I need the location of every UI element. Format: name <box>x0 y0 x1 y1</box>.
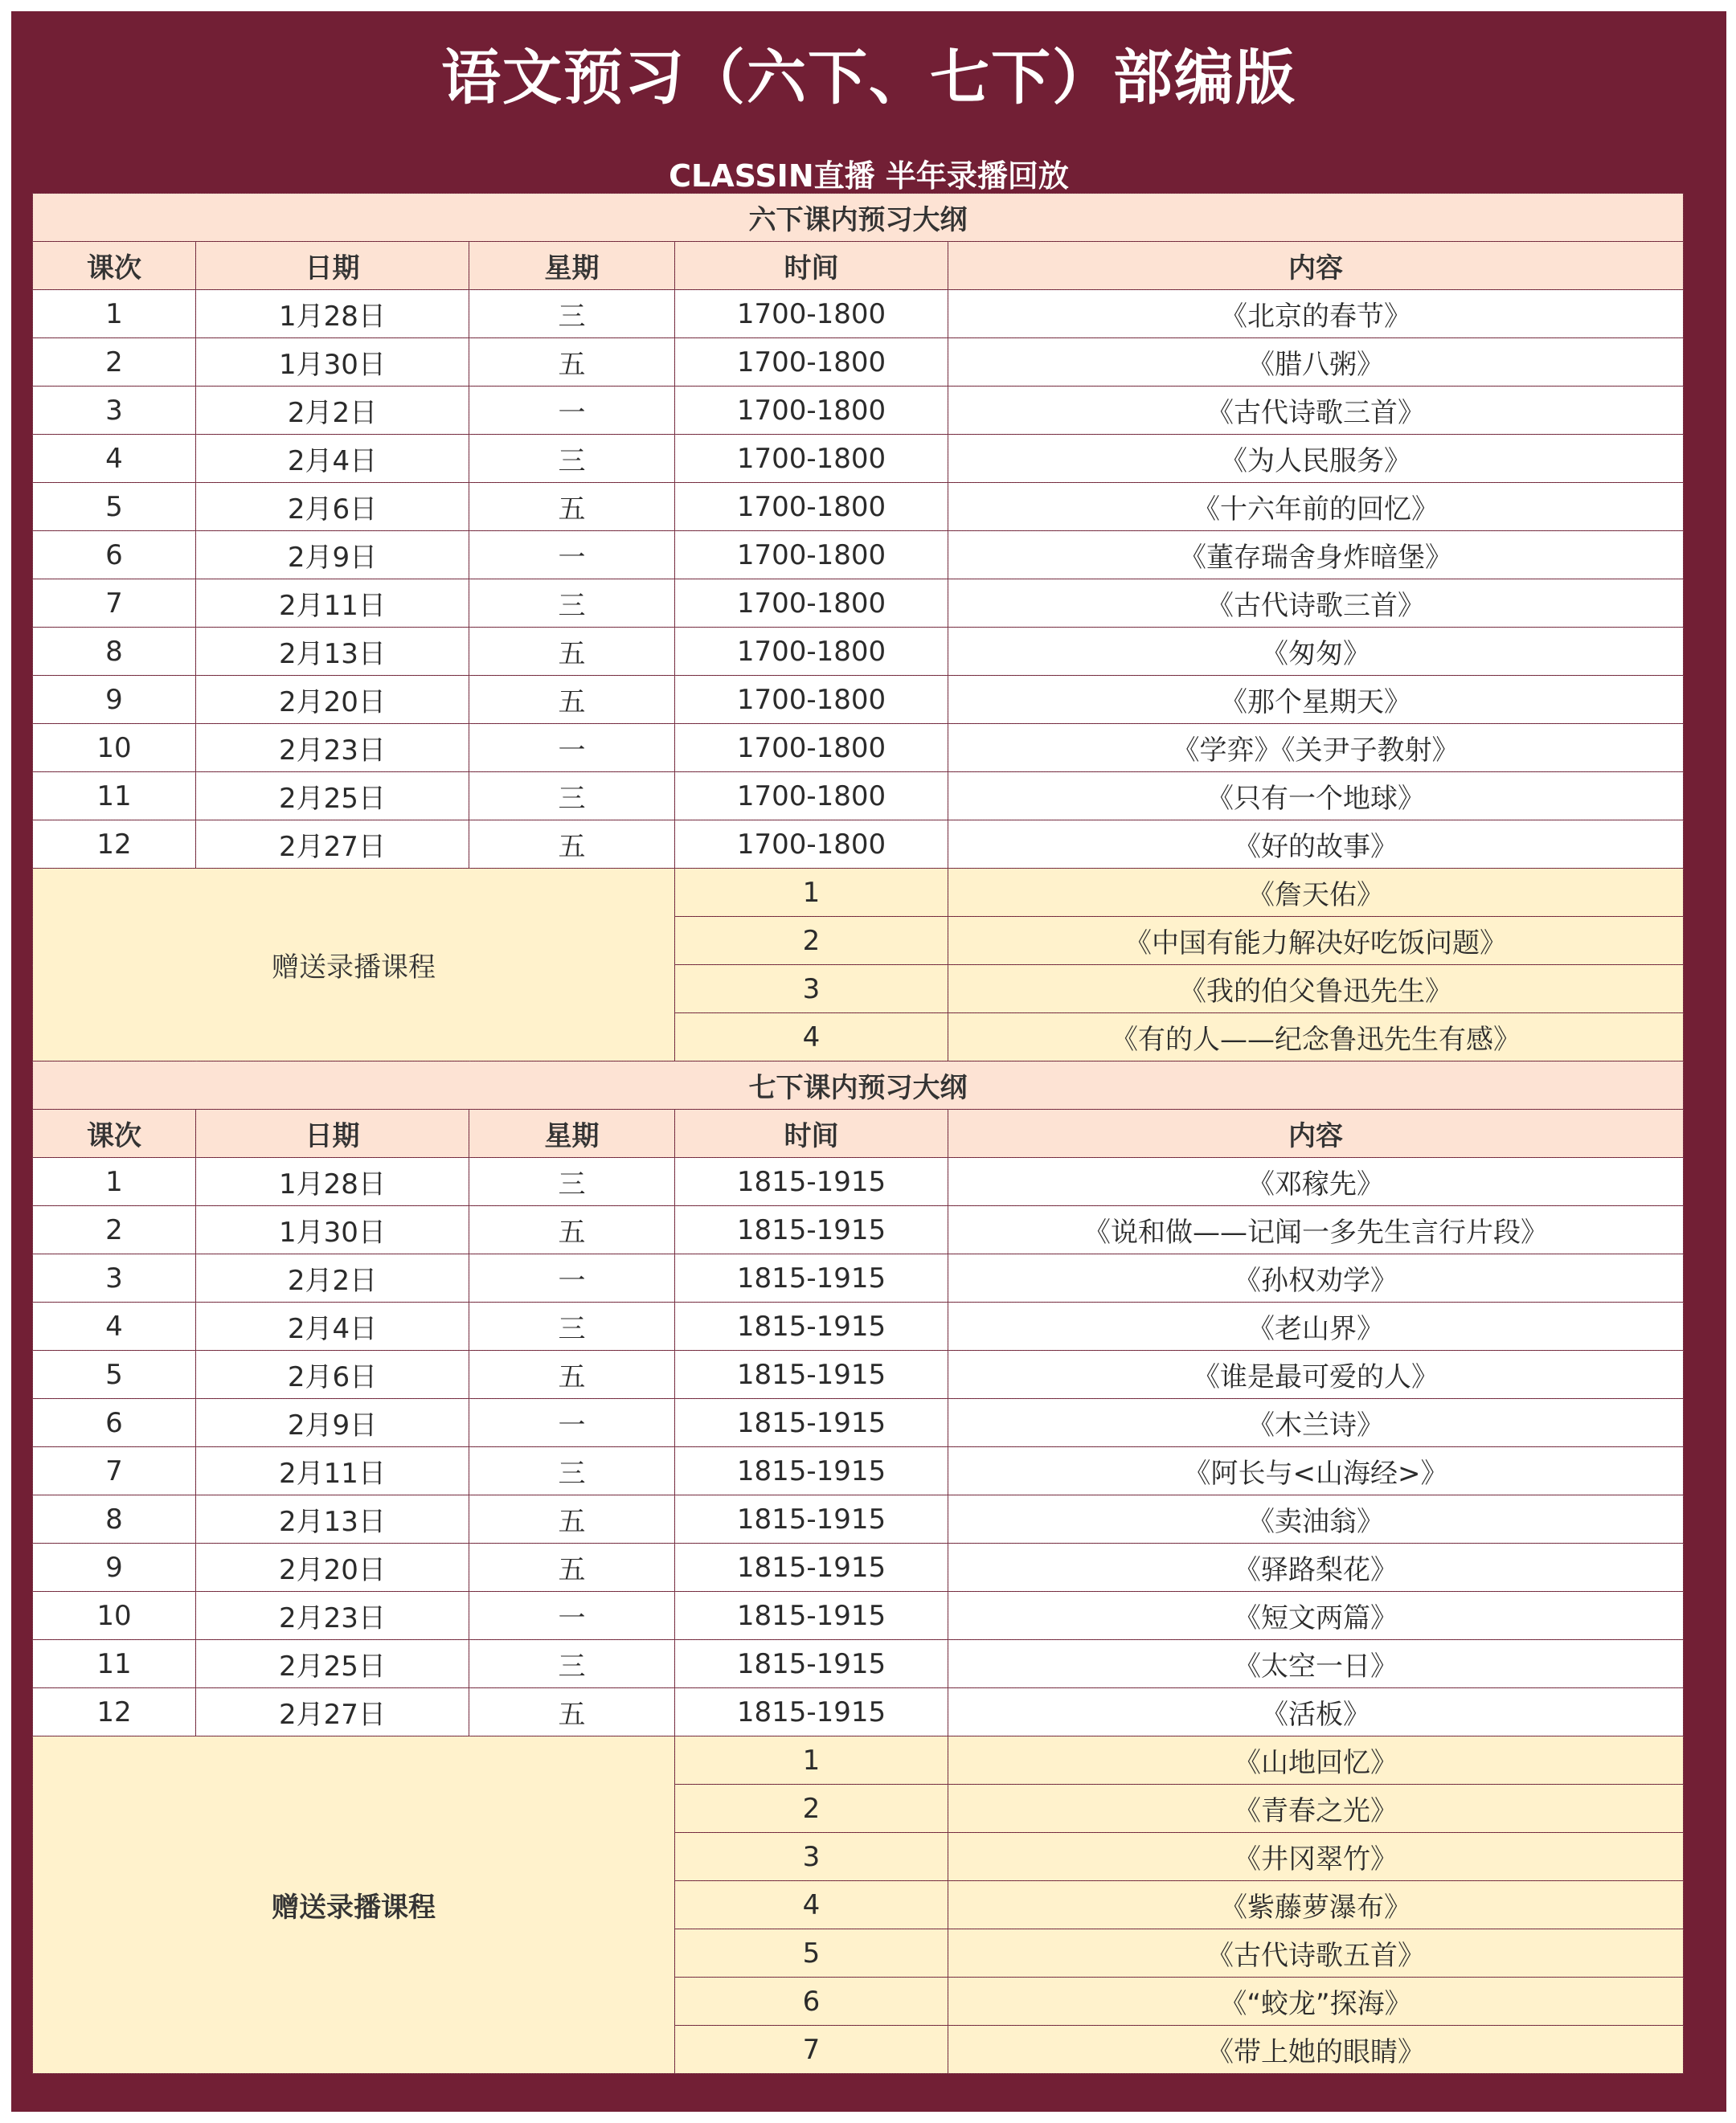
section-title: 七下课内预习大纲 <box>33 1062 1684 1110</box>
bonus-content: 《“蛟龙”探海》 <box>948 1978 1684 2026</box>
lesson-number: 5 <box>33 483 196 531</box>
bonus-number: 3 <box>675 1833 948 1881</box>
table-row <box>33 772 1684 820</box>
lesson-date: 2月2日 <box>196 387 469 435</box>
lesson-number: 6 <box>33 1399 196 1447</box>
lesson-time: 1700-1800 <box>675 435 948 483</box>
lesson-number: 12 <box>33 1688 196 1736</box>
lesson-date: 2月27日 <box>196 820 469 869</box>
lesson-time: 1700-1800 <box>675 290 948 338</box>
lesson-date: 2月25日 <box>196 1640 469 1688</box>
lesson-number: 1 <box>33 290 196 338</box>
lesson-weekday: 三 <box>469 772 675 820</box>
bonus-number: 4 <box>675 1881 948 1929</box>
lesson-number: 11 <box>33 1640 196 1688</box>
lesson-number: 9 <box>33 1544 196 1592</box>
lesson-weekday: 五 <box>469 628 675 676</box>
lesson-time: 1815-1915 <box>675 1688 948 1736</box>
lesson-content: 《邓稼先》 <box>948 1158 1684 1206</box>
lesson-number: 3 <box>33 387 196 435</box>
table-row <box>33 290 1684 338</box>
column-header: 星期 <box>469 242 675 290</box>
lesson-date: 2月23日 <box>196 724 469 772</box>
bonus-content: 《青春之光》 <box>948 1785 1684 1833</box>
bonus-number: 4 <box>675 1013 948 1062</box>
lesson-content: 《活板》 <box>948 1688 1684 1736</box>
table-row <box>33 579 1684 628</box>
lesson-content: 《那个星期天》 <box>948 676 1684 724</box>
lesson-number: 5 <box>33 1351 196 1399</box>
lesson-content: 《驿路梨花》 <box>948 1544 1684 1592</box>
lesson-date: 2月9日 <box>196 531 469 579</box>
bonus-content: 《井冈翠竹》 <box>948 1833 1684 1881</box>
table-row <box>33 435 1684 483</box>
lesson-time: 1815-1915 <box>675 1399 948 1447</box>
lesson-weekday: 五 <box>469 1206 675 1254</box>
lesson-content: 《匆匆》 <box>948 628 1684 676</box>
lesson-number: 10 <box>33 1592 196 1640</box>
section-title: 六下课内预习大纲 <box>33 194 1684 242</box>
lesson-weekday: 五 <box>469 1495 675 1544</box>
lesson-weekday: 五 <box>469 1688 675 1736</box>
table-row <box>33 1495 1684 1544</box>
lesson-time: 1700-1800 <box>675 579 948 628</box>
lesson-number: 3 <box>33 1254 196 1303</box>
table-row <box>33 1447 1684 1495</box>
lesson-content: 《谁是最可爱的人》 <box>948 1351 1684 1399</box>
table-row <box>33 1399 1684 1447</box>
lesson-weekday: 三 <box>469 1158 675 1206</box>
lesson-content: 《孙权劝学》 <box>948 1254 1684 1303</box>
lesson-time: 1700-1800 <box>675 387 948 435</box>
table-row <box>33 1544 1684 1592</box>
lesson-date: 1月30日 <box>196 1206 469 1254</box>
lesson-number: 4 <box>33 435 196 483</box>
lesson-weekday: 一 <box>469 724 675 772</box>
lesson-number: 4 <box>33 1303 196 1351</box>
table-row <box>33 724 1684 772</box>
lesson-number: 9 <box>33 676 196 724</box>
lesson-weekday: 五 <box>469 483 675 531</box>
column-header: 星期 <box>469 1110 675 1158</box>
bonus-content: 《詹天佑》 <box>948 869 1684 917</box>
lesson-time: 1700-1800 <box>675 676 948 724</box>
lesson-weekday: 五 <box>469 1544 675 1592</box>
lesson-number: 1 <box>33 1158 196 1206</box>
column-header: 内容 <box>948 242 1684 290</box>
lesson-date: 2月6日 <box>196 1351 469 1399</box>
column-header: 日期 <box>196 1110 469 1158</box>
lesson-content: 《木兰诗》 <box>948 1399 1684 1447</box>
lesson-content: 《为人民服务》 <box>948 435 1684 483</box>
lesson-date: 2月9日 <box>196 1399 469 1447</box>
bonus-number: 7 <box>675 2026 948 2074</box>
lesson-date: 1月30日 <box>196 338 469 387</box>
lesson-content: 《古代诗歌三首》 <box>948 579 1684 628</box>
lesson-content: 《北京的春节》 <box>948 290 1684 338</box>
bonus-row <box>33 869 1684 917</box>
lesson-date: 2月6日 <box>196 483 469 531</box>
table-row <box>33 1592 1684 1640</box>
lesson-number: 6 <box>33 531 196 579</box>
lesson-content: 《只有一个地球》 <box>948 772 1684 820</box>
table-row <box>33 483 1684 531</box>
lesson-content: 《学弈》《关尹子教射》 <box>948 724 1684 772</box>
lesson-date: 2月4日 <box>196 435 469 483</box>
lesson-content: 《太空一日》 <box>948 1640 1684 1688</box>
lesson-content: 《阿长与<山海经>》 <box>948 1447 1684 1495</box>
lesson-weekday: 三 <box>469 1303 675 1351</box>
bonus-number: 6 <box>675 1978 948 2026</box>
lesson-time: 1700-1800 <box>675 483 948 531</box>
schedule-table <box>32 193 1684 2074</box>
table-row <box>33 1206 1684 1254</box>
bonus-content: 《有的人——纪念鲁迅先生有感》 <box>948 1013 1684 1062</box>
lesson-time: 1815-1915 <box>675 1447 948 1495</box>
column-header: 时间 <box>675 1110 948 1158</box>
lesson-weekday: 一 <box>469 387 675 435</box>
lesson-weekday: 五 <box>469 338 675 387</box>
lesson-time: 1815-1915 <box>675 1640 948 1688</box>
column-header-row <box>33 1110 1684 1158</box>
table-row <box>33 1254 1684 1303</box>
bonus-number: 2 <box>675 917 948 965</box>
lesson-date: 2月13日 <box>196 628 469 676</box>
lesson-content: 《卖油翁》 <box>948 1495 1684 1544</box>
lesson-time: 1815-1915 <box>675 1303 948 1351</box>
lesson-date: 2月20日 <box>196 676 469 724</box>
lesson-time: 1815-1915 <box>675 1544 948 1592</box>
lesson-number: 7 <box>33 1447 196 1495</box>
lesson-weekday: 一 <box>469 1592 675 1640</box>
lesson-time: 1815-1915 <box>675 1158 948 1206</box>
table-row <box>33 676 1684 724</box>
bonus-row <box>33 1736 1684 1785</box>
lesson-date: 2月20日 <box>196 1544 469 1592</box>
table-row <box>33 1688 1684 1736</box>
bonus-number: 1 <box>675 1736 948 1785</box>
lesson-weekday: 三 <box>469 579 675 628</box>
column-header: 课次 <box>33 242 196 290</box>
lesson-time: 1815-1915 <box>675 1206 948 1254</box>
table-row <box>33 628 1684 676</box>
lesson-date: 2月2日 <box>196 1254 469 1303</box>
lesson-number: 12 <box>33 820 196 869</box>
lesson-content: 《董存瑞舍身炸暗堡》 <box>948 531 1684 579</box>
lesson-weekday: 一 <box>469 531 675 579</box>
bonus-content: 《我的伯父鲁迅先生》 <box>948 965 1684 1013</box>
lesson-weekday: 三 <box>469 435 675 483</box>
lesson-number: 8 <box>33 1495 196 1544</box>
lesson-weekday: 五 <box>469 820 675 869</box>
page-subtitle: CLASSIN直播 半年录播回放 <box>669 158 1069 194</box>
lesson-time: 1700-1800 <box>675 820 948 869</box>
column-header-row <box>33 242 1684 290</box>
lesson-date: 2月25日 <box>196 772 469 820</box>
lesson-weekday: 三 <box>469 1447 675 1495</box>
column-header: 日期 <box>196 242 469 290</box>
lesson-time: 1815-1915 <box>675 1254 948 1303</box>
bonus-label: 赠送录播课程 <box>33 1736 675 2074</box>
section-title-row <box>33 1062 1684 1110</box>
table-row <box>33 1351 1684 1399</box>
lesson-number: 8 <box>33 628 196 676</box>
lesson-weekday: 五 <box>469 1351 675 1399</box>
table-row <box>33 1303 1684 1351</box>
lesson-time: 1700-1800 <box>675 724 948 772</box>
lesson-content: 《腊八粥》 <box>948 338 1684 387</box>
bonus-number: 5 <box>675 1929 948 1978</box>
lesson-time: 1700-1800 <box>675 628 948 676</box>
lesson-content: 《十六年前的回忆》 <box>948 483 1684 531</box>
lesson-content: 《老山界》 <box>948 1303 1684 1351</box>
lesson-weekday: 五 <box>469 676 675 724</box>
section-title-row <box>33 194 1684 242</box>
lesson-number: 2 <box>33 338 196 387</box>
bonus-content: 《中国有能力解决好吃饭问题》 <box>948 917 1684 965</box>
lesson-content: 《短文两篇》 <box>948 1592 1684 1640</box>
lesson-number: 11 <box>33 772 196 820</box>
lesson-weekday: 三 <box>469 1640 675 1688</box>
bonus-content: 《带上她的眼睛》 <box>948 2026 1684 2074</box>
lesson-time: 1700-1800 <box>675 772 948 820</box>
lesson-date: 2月11日 <box>196 579 469 628</box>
bonus-number: 2 <box>675 1785 948 1833</box>
table-row <box>33 338 1684 387</box>
lesson-weekday: 三 <box>469 290 675 338</box>
column-header: 内容 <box>948 1110 1684 1158</box>
lesson-content: 《古代诗歌三首》 <box>948 387 1684 435</box>
lesson-time: 1815-1915 <box>675 1495 948 1544</box>
lesson-date: 2月27日 <box>196 1688 469 1736</box>
table-row <box>33 387 1684 435</box>
bonus-content: 《山地回忆》 <box>948 1736 1684 1785</box>
table-row <box>33 1158 1684 1206</box>
lesson-content: 《说和做——记闻一多先生言行片段》 <box>948 1206 1684 1254</box>
table-row <box>33 531 1684 579</box>
lesson-number: 2 <box>33 1206 196 1254</box>
lesson-number: 7 <box>33 579 196 628</box>
lesson-time: 1700-1800 <box>675 531 948 579</box>
column-header: 时间 <box>675 242 948 290</box>
page-title: 语文预习（六下、七下）部编版 <box>441 43 1296 112</box>
lesson-date: 2月11日 <box>196 1447 469 1495</box>
lesson-weekday: 一 <box>469 1399 675 1447</box>
bonus-content: 《紫藤萝瀑布》 <box>948 1881 1684 1929</box>
table-row <box>33 1640 1684 1688</box>
lesson-date: 1月28日 <box>196 290 469 338</box>
lesson-date: 2月4日 <box>196 1303 469 1351</box>
lesson-number: 10 <box>33 724 196 772</box>
bonus-content: 《古代诗歌五首》 <box>948 1929 1684 1978</box>
bonus-label: 赠送录播课程 <box>33 869 675 1062</box>
lesson-time: 1815-1915 <box>675 1351 948 1399</box>
lesson-time: 1815-1915 <box>675 1592 948 1640</box>
bonus-number: 1 <box>675 869 948 917</box>
bonus-number: 3 <box>675 965 948 1013</box>
lesson-date: 1月28日 <box>196 1158 469 1206</box>
lesson-date: 2月13日 <box>196 1495 469 1544</box>
lesson-date: 2月23日 <box>196 1592 469 1640</box>
lesson-content: 《好的故事》 <box>948 820 1684 869</box>
table-row <box>33 820 1684 869</box>
lesson-time: 1700-1800 <box>675 338 948 387</box>
column-header: 课次 <box>33 1110 196 1158</box>
lesson-weekday: 一 <box>469 1254 675 1303</box>
